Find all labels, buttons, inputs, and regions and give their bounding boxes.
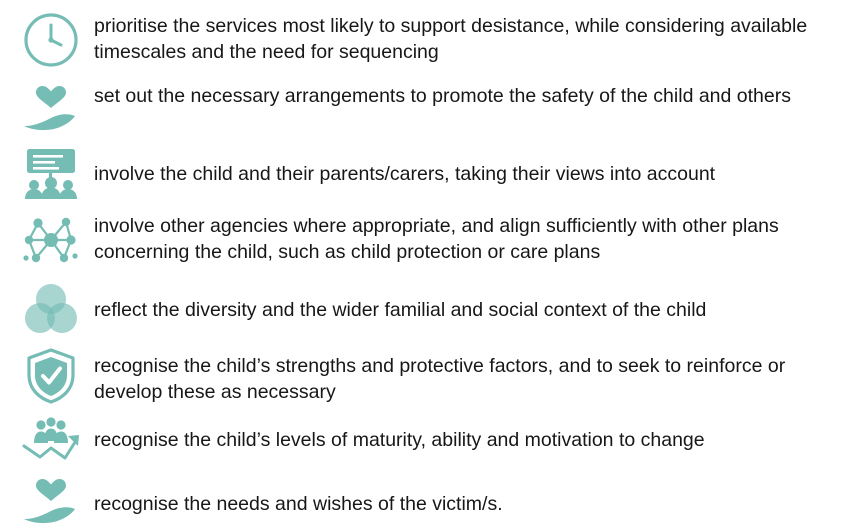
list-item-text: recognise the needs and wishes of the victim/s. xyxy=(94,493,503,515)
list-item xyxy=(8,204,852,276)
list-item xyxy=(8,276,852,342)
list-item-text: recognise the child’s levels of maturity, ability and motivation to change xyxy=(94,429,705,451)
list-item-text: reflect the diversity and the wider familial and social context of the child xyxy=(94,299,707,321)
list-item-text: recognise the child’s strengths and protective factors, and to seek to reinforce or develop these as necessary xyxy=(94,355,786,403)
list-item xyxy=(8,142,852,204)
list-item xyxy=(8,470,852,532)
list-item-text: set out the necessary arrangements to promote the safety of the child and others xyxy=(94,85,791,107)
list-item-text: involve other agencies where appropriate, and align sufficiently with other plans concerning the child, such as child protection or care plans xyxy=(94,215,779,263)
shield-check-icon xyxy=(8,342,94,410)
clock-icon xyxy=(8,6,94,74)
list-item xyxy=(8,6,852,74)
list-item xyxy=(8,74,852,142)
list-item xyxy=(8,342,852,410)
venn-diagram-icon xyxy=(8,276,94,342)
people-growth-arrow-icon xyxy=(8,410,94,470)
presentation-group-icon xyxy=(8,142,94,204)
network-nodes-icon xyxy=(8,204,94,276)
list-item xyxy=(8,410,852,470)
heart-in-hand-icon xyxy=(8,470,94,532)
list-item-text: involve the child and their parents/carers, taking their views into account xyxy=(94,163,716,185)
list-item-text: prioritise the services most likely to support desistance, while considering available timescales and the need for sequencing xyxy=(94,15,808,63)
heart-in-hand-icon xyxy=(8,74,94,142)
